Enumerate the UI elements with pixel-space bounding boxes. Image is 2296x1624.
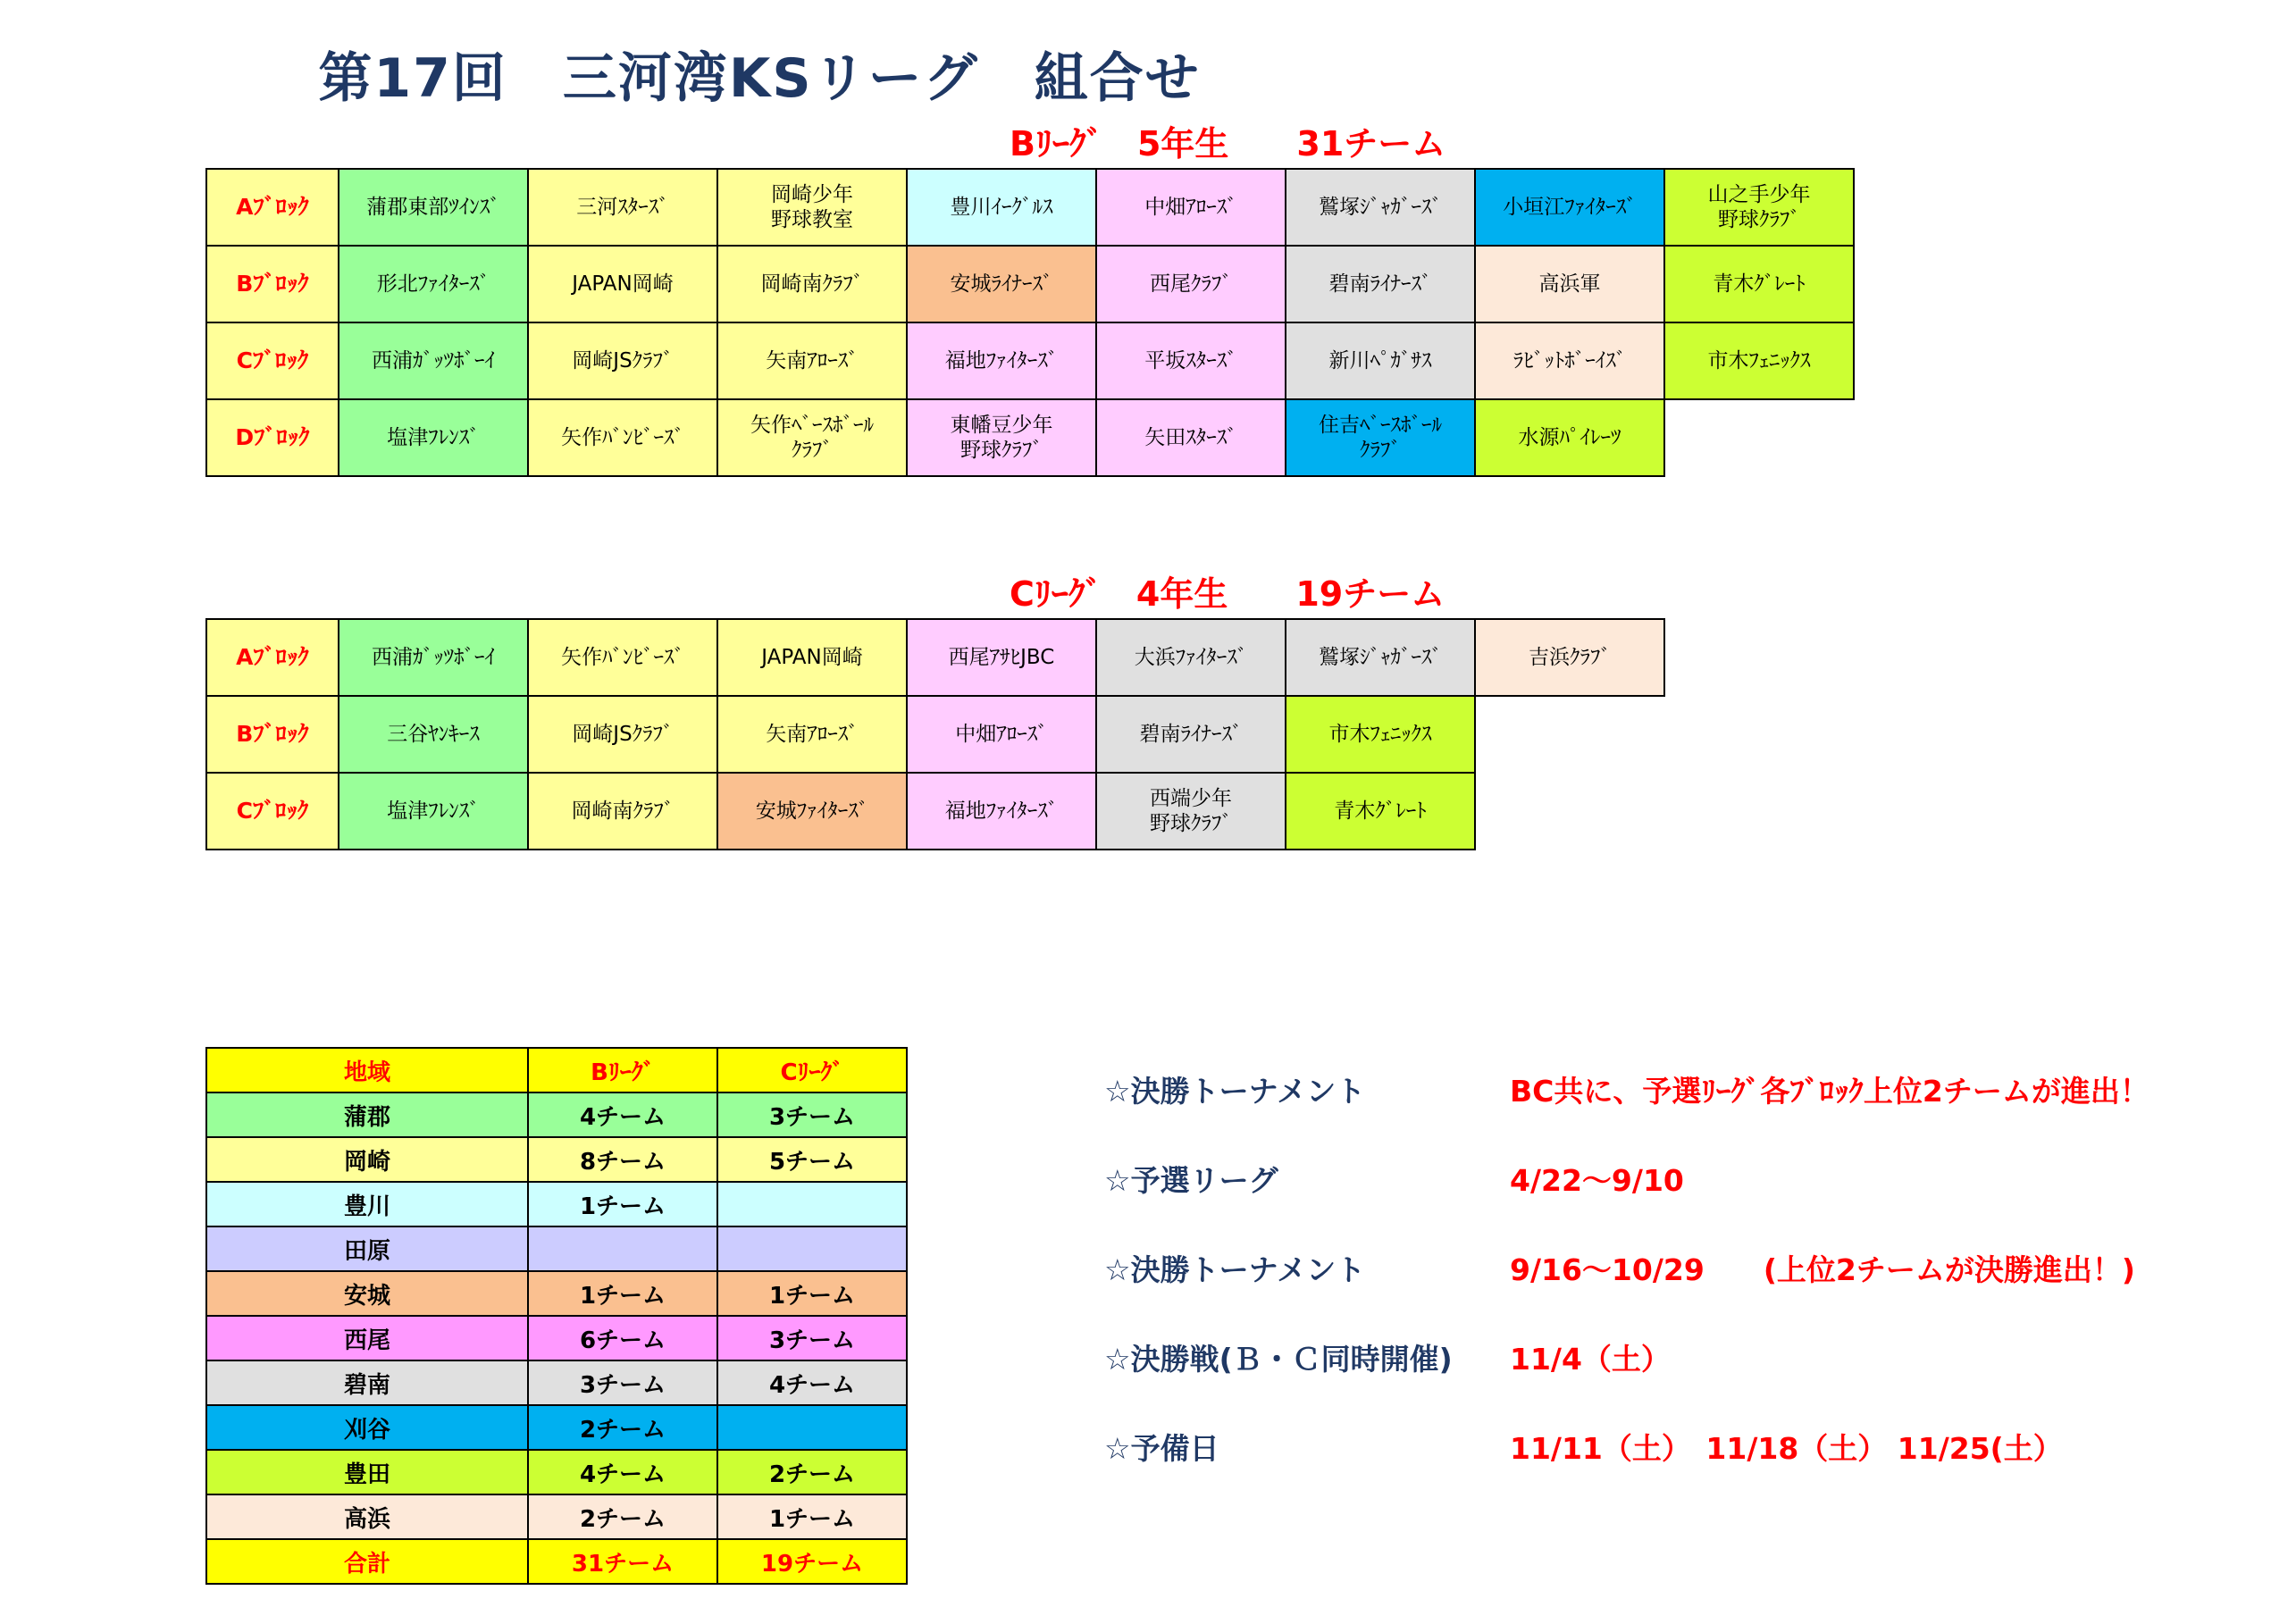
summary-cell-b <box>528 1226 717 1271</box>
block-row <box>206 773 1854 850</box>
team-cell: JAPAN岡崎 <box>717 619 907 696</box>
summary-row <box>206 1271 907 1316</box>
b-league-table <box>205 168 1855 477</box>
summary-cell-region: 碧南 <box>206 1360 528 1405</box>
team-cell: 塩津ﾌﾚﾝｽﾞ <box>339 399 528 476</box>
c-league-table <box>205 618 1855 850</box>
summary-cell-region: 岡崎 <box>206 1137 528 1182</box>
info-value: 4/22～9/10 <box>1510 1163 1684 1198</box>
team-cell: 西尾ｱｻﾋJBC <box>907 619 1096 696</box>
team-cell: 西端少年 野球ｸﾗﾌﾞ <box>1096 773 1286 850</box>
team-cell: 住吉ﾍﾞｰｽﾎﾞｰﾙ ｸﾗﾌﾞ <box>1286 399 1475 476</box>
summary-cell-b: 6チーム <box>528 1316 717 1360</box>
block-label: Bﾌﾞﾛｯｸ <box>206 696 339 773</box>
summary-cell-c: 1チーム <box>717 1494 907 1539</box>
team-cell: 豊川ｲｰｸﾞﾙｽ <box>907 169 1096 246</box>
summary-total-row <box>206 1539 907 1584</box>
info-label: ☆決勝トーナメント <box>1104 1252 1366 1287</box>
team-cell: 市木ﾌｪﾆｯｸｽ <box>1664 322 1854 399</box>
summary-cell-region: 高浜 <box>206 1494 528 1539</box>
info-value: 11/4（土） <box>1510 1342 1671 1377</box>
team-cell: 安城ﾌｧｲﾀｰｽﾞ <box>717 773 907 850</box>
team-cell: 大浜ﾌｧｲﾀｰｽﾞ <box>1096 619 1286 696</box>
summary-cell-b: 4チーム <box>528 1092 717 1137</box>
team-cell: 西浦ｶﾞｯﾂﾎﾞｰｲ <box>339 619 528 696</box>
summary-cell-b: 1チーム <box>528 1271 717 1316</box>
info-value: BC共に、予選ﾘｰｸﾞ各ﾌﾞﾛｯｸ上位2チームが進出！ <box>1510 1074 2149 1109</box>
team-cell: 平坂ｽﾀｰｽﾞ <box>1096 322 1286 399</box>
team-cell: 青木ｸﾞﾚｰﾄ <box>1286 773 1475 850</box>
team-cell: 蒲郡東部ﾂｲﾝｽﾞ <box>339 169 528 246</box>
summary-cell-region: 豊川 <box>206 1182 528 1226</box>
info-label: ☆決勝トーナメント <box>1104 1074 1366 1109</box>
team-cell: 市木ﾌｪﾆｯｸｽ <box>1286 696 1475 773</box>
block-row <box>206 399 1854 476</box>
summary-header-cell: Bﾘｰｸﾞ <box>528 1048 717 1092</box>
team-cell: 矢作ﾊﾞﾝﾋﾞｰｽﾞ <box>528 399 717 476</box>
summary-row <box>206 1092 907 1137</box>
summary-cell-b: 8チーム <box>528 1137 717 1182</box>
summary-row <box>206 1405 907 1450</box>
team-cell: 安城ﾗｲﾅｰｽﾞ <box>907 246 1096 322</box>
team-cell: 鷲塚ｼﾞｬｶﾞｰｽﾞ <box>1286 619 1475 696</box>
summary-cell-c: 2チーム <box>717 1450 907 1494</box>
team-cell: JAPAN岡崎 <box>528 246 717 322</box>
summary-cell-c <box>717 1226 907 1271</box>
team-cell: 小垣江ﾌｧｲﾀｰｽﾞ <box>1475 169 1664 246</box>
team-cell: 矢南ｱﾛｰｽﾞ <box>717 696 907 773</box>
team-cell: ﾗﾋﾞｯﾄﾎﾞｰｲｽﾞ <box>1475 322 1664 399</box>
summary-row <box>206 1450 907 1494</box>
summary-cell-region: 蒲郡 <box>206 1092 528 1137</box>
summary-cell-b: 4チーム <box>528 1450 717 1494</box>
team-cell: 西尾ｸﾗﾌﾞ <box>1096 246 1286 322</box>
team-cell: 東幡豆少年 野球ｸﾗﾌﾞ <box>907 399 1096 476</box>
summary-cell-c: 3チーム <box>717 1092 907 1137</box>
summary-row <box>206 1360 907 1405</box>
team-cell: 中畑ｱﾛｰｽﾞ <box>907 696 1096 773</box>
summary-total-c: 19チーム <box>717 1539 907 1584</box>
team-cell: 山之手少年 野球ｸﾗﾌﾞ <box>1664 169 1854 246</box>
page-title: 第17回 三河湾KSリーグ 組合せ <box>318 47 1201 110</box>
summary-total-region: 合計 <box>206 1539 528 1584</box>
team-cell: 西浦ｶﾞｯﾂﾎﾞｰｲ <box>339 322 528 399</box>
summary-cell-b: 2チーム <box>528 1405 717 1450</box>
block-label: Cﾌﾞﾛｯｸ <box>206 773 339 850</box>
team-cell: 矢田ｽﾀｰｽﾞ <box>1096 399 1286 476</box>
team-cell: 新川ﾍﾟｶﾞｻｽ <box>1286 322 1475 399</box>
block-row <box>206 322 1854 399</box>
summary-cell-region: 刈谷 <box>206 1405 528 1450</box>
block-row <box>206 246 1854 322</box>
info-label: ☆決勝戦(Ｂ・Ｃ同時開催) <box>1104 1342 1453 1377</box>
summary-cell-region: 西尾 <box>206 1316 528 1360</box>
team-cell: 塩津ﾌﾚﾝｽﾞ <box>339 773 528 850</box>
team-cell: 形北ﾌｧｲﾀｰｽﾞ <box>339 246 528 322</box>
team-cell: 福地ﾌｧｲﾀｰｽﾞ <box>907 773 1096 850</box>
summary-cell-c: 4チーム <box>717 1360 907 1405</box>
team-cell: 鷲塚ｼﾞｬｶﾞｰｽﾞ <box>1286 169 1475 246</box>
team-cell: 岡崎南ｸﾗﾌﾞ <box>528 773 717 850</box>
summary-row <box>206 1316 907 1360</box>
info-label: ☆予備日 <box>1104 1431 1219 1466</box>
c-league-title: Cﾘｰｸﾞ 4年生 19チーム <box>1010 574 1445 614</box>
summary-row <box>206 1226 907 1271</box>
team-cell: 福地ﾌｧｲﾀｰｽﾞ <box>907 322 1096 399</box>
summary-row <box>206 1494 907 1539</box>
summary-cell-b: 1チーム <box>528 1182 717 1226</box>
summary-cell-c: 1チーム <box>717 1271 907 1316</box>
summary-cell-c: 5チーム <box>717 1137 907 1182</box>
block-label: Aﾌﾞﾛｯｸ <box>206 619 339 696</box>
team-cell: 三谷ﾔﾝｷｰｽ <box>339 696 528 773</box>
team-cell: 矢作ﾊﾞﾝﾋﾞｰｽﾞ <box>528 619 717 696</box>
block-label: Cﾌﾞﾛｯｸ <box>206 322 339 399</box>
team-cell: 碧南ﾗｲﾅｰｽﾞ <box>1286 246 1475 322</box>
summary-header-row <box>206 1048 907 1092</box>
team-cell: 中畑ｱﾛｰｽﾞ <box>1096 169 1286 246</box>
summary-header-cell: 地域 <box>206 1048 528 1092</box>
summary-row <box>206 1182 907 1226</box>
team-cell: 吉浜ｸﾗﾌﾞ <box>1475 619 1664 696</box>
team-cell: 矢作ﾍﾞｰｽﾎﾞｰﾙ ｸﾗﾌﾞ <box>717 399 907 476</box>
team-cell: 岡崎少年 野球教室 <box>717 169 907 246</box>
team-cell: 碧南ﾗｲﾅｰｽﾞ <box>1096 696 1286 773</box>
summary-cell-region: 豊田 <box>206 1450 528 1494</box>
info-label: ☆予選リーグ <box>1104 1163 1278 1198</box>
summary-cell-b: 3チーム <box>528 1360 717 1405</box>
summary-cell-c <box>717 1182 907 1226</box>
team-cell: 岡崎JSｸﾗﾌﾞ <box>528 322 717 399</box>
summary-cell-c <box>717 1405 907 1450</box>
b-league-title: Bﾘｰｸﾞ 5年生 31チーム <box>1010 124 1446 163</box>
team-cell: 三河ｽﾀｰｽﾞ <box>528 169 717 246</box>
team-cell: 矢南ｱﾛｰｽﾞ <box>717 322 907 399</box>
region-summary-table <box>205 1047 908 1585</box>
block-label: Dﾌﾞﾛｯｸ <box>206 399 339 476</box>
summary-total-b: 31チーム <box>528 1539 717 1584</box>
summary-header-cell: Cﾘｰｸﾞ <box>717 1048 907 1092</box>
block-row <box>206 696 1854 773</box>
summary-cell-b: 2チーム <box>528 1494 717 1539</box>
block-label: Bﾌﾞﾛｯｸ <box>206 246 339 322</box>
block-row <box>206 619 1854 696</box>
team-cell: 岡崎南ｸﾗﾌﾞ <box>717 246 907 322</box>
team-cell: 岡崎JSｸﾗﾌﾞ <box>528 696 717 773</box>
info-value: 9/16～10/29 (上位2チームが決勝進出！) <box>1510 1252 2135 1287</box>
team-cell: 高浜軍 <box>1475 246 1664 322</box>
team-cell: 水源ﾊﾟｲﾚｰﾂ <box>1475 399 1664 476</box>
info-value: 11/11（土） 11/18（土） 11/25(土） <box>1510 1431 2063 1466</box>
summary-cell-c: 3チーム <box>717 1316 907 1360</box>
block-row <box>206 169 1854 246</box>
team-cell: 青木ｸﾞﾚｰﾄ <box>1664 246 1854 322</box>
block-label: Aﾌﾞﾛｯｸ <box>206 169 339 246</box>
summary-cell-region: 田原 <box>206 1226 528 1271</box>
summary-cell-region: 安城 <box>206 1271 528 1316</box>
summary-row <box>206 1137 907 1182</box>
